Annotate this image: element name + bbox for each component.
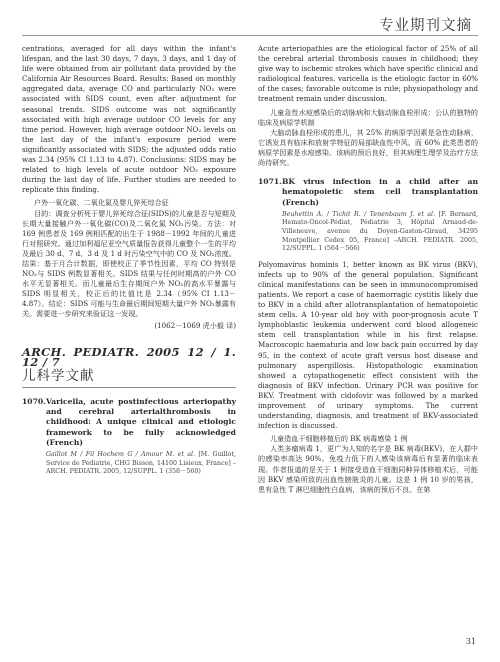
article-affiliation: [M. Guillot, Service de Pédiatrie, CHG Bisson, 14100 Lisieux, France] –ARCH. PEDIATR. 2005, 12/SUPPL. 1 (358－560) bbox=[46, 450, 236, 476]
article-title: Varicella, acute postinfectious arteriopathy and cerebral arterialthrombosis in childhood: A unique clinical and etiologic framework to be fully acknowledged (French) bbox=[46, 396, 236, 447]
abstract-en-2: Polyomavirus hominis 1, better known as BK virus (BKV), infects up to 90% of the general population. Significant clinical manifestations can be seen in immunocompromised patients. We report a case of haemorragic cystitis likely due to BKV in a child after allotransplantation of hematopoietic stem cells. A 10-year old boy with poor-prognosis acute T lymphoblastic leukemia underwent cord blood allogeneic stem cell transplantation while in his first relapse. Macroscopic haematuria and low back pain occurred by day 95, in the context of acute graft versus host disease and pulmonary aspergillosis. Histopathologic examination showed a cytopathogenetic effect consistent with the diagnosis of BKV infection. Urinary PCR was positive for BKV. Treatment with cidofovir was followed by a marked improvement of urinary symptoms. The current understanding, diagnosis, and treatment of BKV-associated infection is discussed. bbox=[258, 259, 478, 431]
article-authors-block bbox=[282, 211, 478, 254]
section-title: 儿科学文献 bbox=[22, 367, 95, 384]
journal-name: ARCH. PEDIATR. 2005 12 / 1. 12 / 7 bbox=[22, 344, 236, 369]
article-title: BK virus infection in a child after an hematopoietic stem cell transplantation (French) bbox=[282, 177, 478, 207]
section-rule bbox=[22, 387, 236, 388]
translator-credit: (1062－1069 虎小毅 译) bbox=[154, 320, 236, 330]
header-rule bbox=[22, 35, 478, 36]
abstract-en: Acute arteriopathies are the etiological factor of 25% of all the cerebral arterial thrombosis causes in childhood; they give way to ischemic strokes which have specific clinical and radiological features. varicella is the etiologic factor in 60% of the cases; favorable outcome is rule; physiopathology and treatment remain under discussion. bbox=[258, 44, 478, 104]
article-number: 1071. bbox=[258, 177, 282, 187]
left-column bbox=[22, 44, 236, 483]
abstract-en-continued: centrations, averaged for all days within the infant's lifespan, and the last 30 days, 7 days, 3 days, and 1 day of life were obtained from air pollutant data provided by the California Air Resources Board. Results: Based on monthly aggregated data, average CO and particularly NO₂ were associated with SIDS count, even after adjustment for seasonal trends. SIDS outcome was not significantly associated with high average outdoor CO levels for any time period. However, high average outdoor NO₂ levels on the last day of the infant's exposure period were significantly associated with SIDS; the adjusted odds ratio was 2.34 (95% CI 1.13 to 4.87). Conclusions: SIDS may be related to high levels of acute outdoor NO₂ exposure during the last day of life. Further studies are needed to replicate this finding. bbox=[22, 44, 236, 195]
abstract-zh: 目的：调查分析死于婴儿猝死综合征(SIDS)的儿童是否与短期及长期大量接触户外一氧化碳(CO)及二氧化氮 NO₂污染。方法：对 169 例患者及 169 例相匹配的出生于 1988－1992 年间的儿童进行对照研究。通过加利福尼亚空气质量报告获得儿童整个一生的平均及最后 30 d、7 d、3 d 及 1 d 时污染空气中的 CO 及 NO₂浓度。结果：基于月合计数据，即使校正了季节性因素，平均 CO 特别是 NO₂与 SIDS 例数显著相关。SIDS 结果与任何时期高的户外 CO 水平无显著相关。而儿童最后生存期间户外 NO₂的高水平暴露与 SIDS 明显相关，校正后的比值比是 2.34（95% CI 1.13－4.87）。结论：SIDS 可能与生命最后期间短期大量户外 NO₂暴露有关。需要进一步研究来验证这一发现。 bbox=[22, 208, 236, 319]
abstract-zh-title: 儿童急性水痘感染后的动脉病和大脑动脉血栓形成：公认的独特的临床及病原学机制 bbox=[258, 107, 478, 127]
article-number: 1070. bbox=[22, 396, 46, 406]
header-title: 专业期刊文摘 bbox=[379, 18, 472, 34]
page-number: 31 bbox=[465, 637, 476, 646]
article-heading bbox=[22, 397, 236, 448]
article-authors: Beuhettin A. / Tichit R. / Tenenbaum J. et al. bbox=[282, 210, 436, 218]
article-heading bbox=[258, 177, 478, 208]
abstract-zh: 大脑动脉血栓形成的患儿，其 25% 的病原学因素是急性动脉病，它诱发具有临床和放射学特征的局部缺血性中风。而 60% 此类患者的病原学因素是水痘感染。该病的预后良好，但其病理生理学及治疗方法尚待研究。 bbox=[258, 127, 478, 168]
abstract-zh-title-2: 儿童造血干细胞移植后的 BK 病毒感染 1 例 bbox=[270, 434, 408, 444]
article-affiliation: [F. Bernard, Hemato-Oncol-Pédiat, Pédiatrie 3, Hôpital Arnaud-de-Villeneuve, avenue du Doyen-Gaston-Giraud, 34295 Montpellier Cedex 05, France] –ARCH. PEDIATR. 2005, 12/SUPPL. 1 (564－566) bbox=[282, 210, 478, 253]
article-authors: Gaillot M / Fil Hochem G / Amour M. et al. bbox=[46, 450, 195, 458]
page-header bbox=[0, 10, 500, 34]
abstract-zh-2: 人类多瘤病毒 1，更广为人知的名字是 BK 病毒(BKV)，在人群中的感染率高达 90%。免疫力低下的人感染该病毒后有显著的临床表现。作者报道的是关于 1 例接受造血干细胞同种异体移植术后，可能因 BKV 感染所致的出血性膀胱炎的儿童。这是 1 例 10 岁的男孩，患有急性 T 淋巴细胞性白血病，该病的预后不良。在第 bbox=[258, 444, 478, 494]
abstract-zh-title: 户外一氧化碳、二氧化氮及婴儿猝死综合征 bbox=[34, 198, 169, 208]
article-authors-block bbox=[46, 451, 236, 477]
right-column bbox=[258, 44, 478, 495]
